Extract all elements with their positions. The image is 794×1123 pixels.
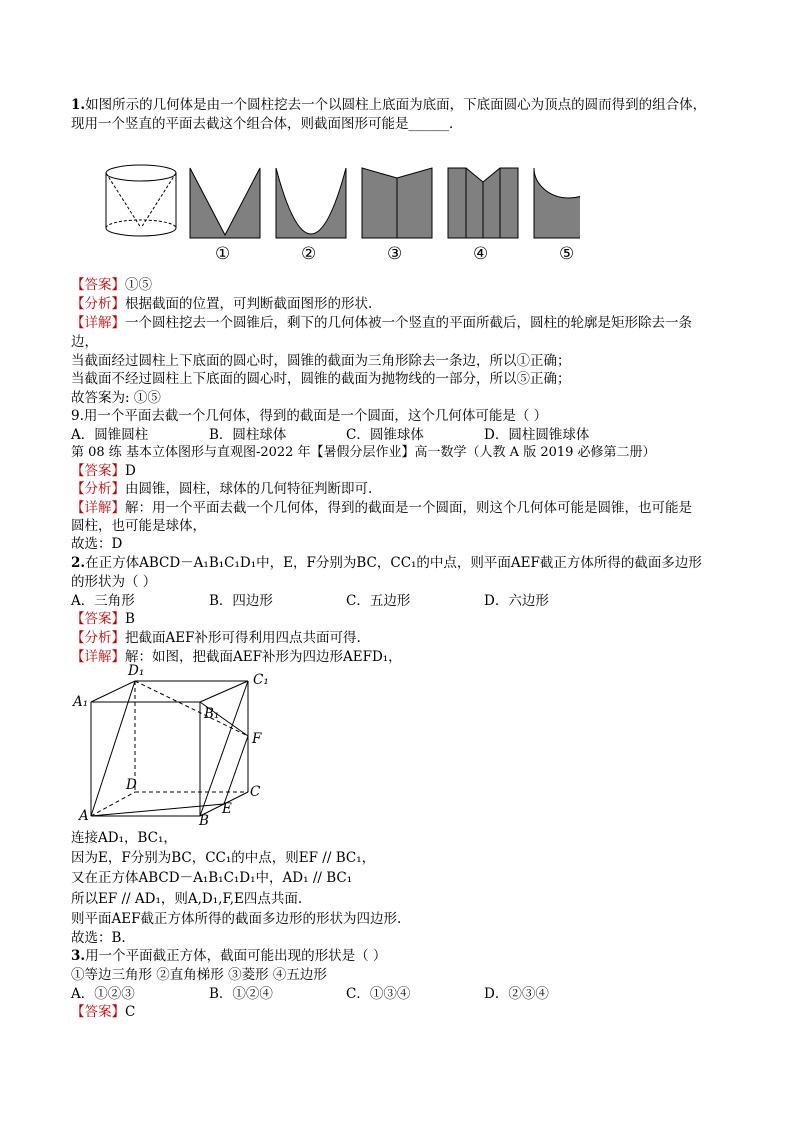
label-C: C [250,784,261,800]
figure-label-1: ① [215,244,231,264]
q1-stem-line2: 现用一个竖直的平面去截这个组合体，则截面图形可能是______． [71,116,463,132]
q2-analysis: 【分析】把截面AEF补形可得利用四点共面可得. [71,630,361,646]
q1-detail-line3: 当截面经过圆柱上下底面的圆心时，圆锥的截面为三角形除去一条边，所以①正确； [71,353,571,369]
cylinder-figure [106,165,176,236]
section-shape-5 [534,168,580,238]
q9-detail-line1: 【详解】解：用一个平面去截一个几何体，得到的截面是一个圆面，则这个几何体可能是圆锥，也可能是 [71,500,692,516]
label-A: A [79,808,89,824]
label-D: D [126,777,137,793]
q9-option-c: C．圆锥球体 [346,427,424,443]
label-D1: D₁ [128,663,145,679]
q1-stem-line1: 1.如图所示的几何体是由一个圆柱挖去一个以圆柱上底面为底面，下底面圆心为顶点的圆而得到的组合体， [71,97,707,113]
q2-detail: 【详解】解：如图，把截面AEF补形为四边形AEFD₁， [71,649,402,665]
q2-step-4: 所以EF // AD₁，则A,D₁,F,E四点共面. [71,891,303,907]
q3-option-c: C．①③④ [346,986,411,1002]
q1-analysis: 【分析】根据截面的位置，可判断截面图形的形状. [71,296,373,312]
q2-step-1: 连接AD₁，BC₁， [71,830,177,846]
q9-conclusion: 故选：D [71,536,123,552]
figure-label-3: ③ [387,244,403,264]
q2-option-b: B．四边形 [209,593,273,609]
q9-source: 第 08 练 基本立体图形与直观图-2022 年【暑假分层作业】高一数学（人教 A 版 2019 必修第二册） [71,445,656,460]
q1-detail-line2: 边， [71,334,98,350]
q3-items: ①等边三角形 ②直角梯形 ③菱形 ④五边形 [71,967,327,983]
q2-step-6: 故选：B. [71,930,126,946]
figure-label-2: ② [301,244,317,264]
label-C1: C₁ [253,672,269,688]
label-A1: A₁ [73,694,89,710]
label-F: F [252,731,262,747]
label-E: E [222,801,232,817]
q2-step-2: 因为E，F分别为BC，CC₁的中点，则EF // BC₁， [71,850,376,866]
q1-conclusion: 故答案为: ①⑤ [71,390,161,406]
cube-figure [70,664,280,834]
figure-label-4: ④ [473,244,489,264]
q2-option-a: A．三角形 [71,593,135,609]
q2-stem-line2: 的形状为（ ） [71,574,157,590]
q3-answer: 【答案】C [71,1004,136,1020]
section-shape-1 [190,168,260,238]
q9-answer: 【答案】D [71,463,136,479]
section-shape-2 [276,168,346,238]
q2-stem-line1: 2.在正方体ABCD－A₁B₁C₁D₁中，E，F分别为BC，CC₁的中点，则平面AEF截正方体所得的截面多边形 [71,555,702,571]
q3-option-d: D．②③④ [484,986,549,1002]
q9-detail-line2: 圆柱，也可能是球体， [71,518,206,534]
q2-answer: 【答案】B [71,611,135,627]
q2-option-d: D．六边形 [484,593,549,609]
label-B: B [199,813,209,829]
q1-detail-line4: 当截面不经过圆柱上下底面的圆心时，圆锥的截面为抛物线的一部分，所以⑤正确； [71,371,571,387]
label-B1: B₁ [204,706,220,722]
q3-stem: 3.用一个平面截正方体，截面可能出现的形状是（ ） [71,948,387,964]
q9-analysis: 【分析】由圆锥，圆柱，球体的几何特征判断即可. [71,481,373,497]
section-shape-3 [362,168,432,238]
q2-step-3: 又在正方体ABCD－A₁B₁C₁D₁中，AD₁ // BC₁ [71,870,353,886]
section-shape-4 [448,168,518,238]
q9-option-a: A．圆锥圆柱 [71,427,149,443]
q1-answer: 【答案】①⑤ [71,277,152,293]
q2-option-c: C．五边形 [346,593,411,609]
q3-option-a: A．①②③ [71,986,135,1002]
q2-step-5: 则平面AEF截正方体所得的截面多边形的形状为四边形. [71,911,402,927]
q9-option-d: D．圆柱圆锥球体 [484,427,590,443]
q1-detail-line1: 【详解】一个圆柱挖去一个圆锥后，剩下的几何体被一个竖直的平面所截后，圆柱的轮廓是矩形除去一条 [71,315,692,331]
q9-option-b: B．圆柱球体 [209,427,287,443]
figure-label-5: ⑤ [559,244,575,264]
q1-figure [100,160,580,270]
q9-stem: 9.用一个平面去截一个几何体，得到的截面是一个圆面，这个几何体可能是（ ） [71,408,548,424]
q3-option-b: B．①②④ [209,986,273,1002]
